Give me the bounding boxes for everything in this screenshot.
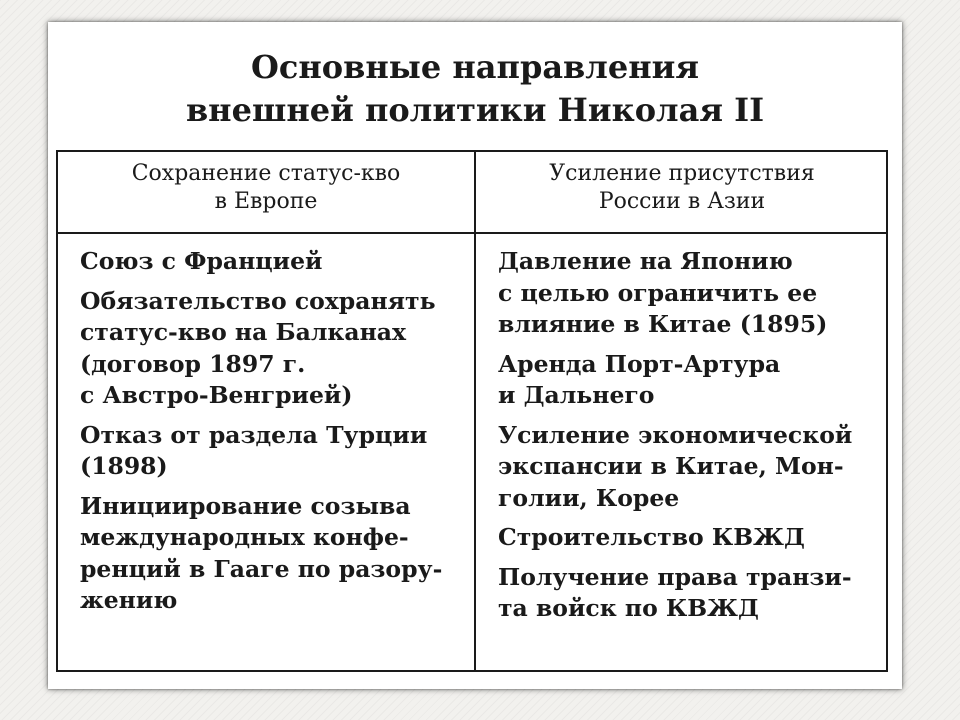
asia-item (498, 420, 886, 515)
item-line: (1898) (80, 452, 168, 480)
asia-item (498, 246, 886, 341)
title-line-2: внешней политики Николая II (185, 91, 765, 129)
item-line: Обязательство сохранять (80, 286, 436, 315)
header-europe-line-1: Сохранение статус-кво (131, 161, 401, 186)
europe-column (80, 246, 472, 625)
europe-item (80, 246, 472, 278)
item-line: с целью ограничить ее (498, 278, 818, 307)
asia-item (498, 349, 886, 412)
europe-item (80, 491, 472, 617)
item-line: Инициирование созыва (80, 491, 411, 520)
item-line: Отказ от раздела Турции (80, 420, 428, 449)
policy-table (56, 150, 888, 672)
item-line: жению (80, 586, 178, 614)
item-line: Союз с Францией (80, 247, 323, 275)
item-line: Аренда Порт-Артура (498, 349, 781, 378)
header-europe-line-2: в Европе (214, 189, 318, 214)
title-line-1: Основные направления (251, 48, 699, 86)
item-line: Получение права транзи- (498, 562, 852, 591)
asia-item (498, 562, 886, 625)
item-line: и Дальнего (498, 381, 655, 409)
item-line: международных конфе- (80, 523, 409, 551)
item-line: (договор 1897 г. (80, 349, 306, 378)
slide-sheet (48, 22, 902, 689)
header-asia (476, 160, 888, 230)
header-divider (58, 232, 886, 234)
item-line: Строительство КВЖД (498, 523, 805, 551)
asia-column (498, 246, 886, 633)
page-title (48, 46, 902, 132)
header-europe (58, 160, 474, 230)
item-line: Давление на Японию (498, 247, 793, 275)
header-asia-line-2: России в Азии (598, 189, 766, 214)
item-line: с Австро-Венгрией) (80, 381, 353, 409)
item-line: Усиление экономической (498, 420, 853, 449)
europe-item (80, 420, 472, 483)
item-line: экспансии в Китае, Мон- (498, 452, 844, 480)
item-line: ренций в Гааге по разору- (80, 554, 443, 583)
item-line: статус-кво на Балканах (80, 318, 407, 346)
europe-item (80, 286, 472, 412)
item-line: та войск по КВЖД (498, 594, 759, 622)
item-line: голии, Корее (498, 483, 680, 512)
header-asia-line-1: Усиление присутствия (549, 161, 815, 186)
item-line: влияние в Китае (1895) (498, 310, 828, 338)
asia-item (498, 522, 886, 554)
